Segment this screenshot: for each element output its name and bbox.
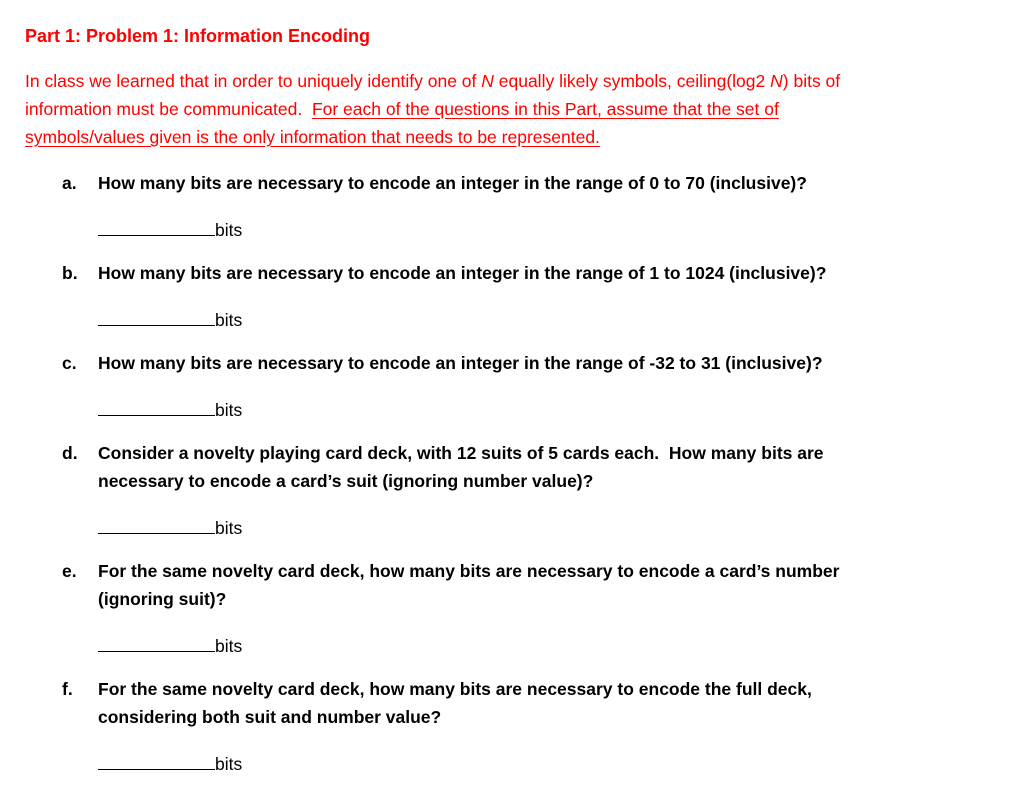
intro-line-3	[25, 123, 996, 151]
answer-unit-label: bits	[215, 518, 243, 538]
intro-text: information must be communicated.	[25, 99, 312, 119]
answer-blank	[98, 304, 215, 326]
answer-blank	[98, 394, 215, 416]
answer-row-c	[98, 394, 996, 422]
question-label: e.	[62, 561, 77, 581]
question-text: How many bits are necessary to encode an integer in the range of 0 to 70 (inclusive)?	[98, 173, 807, 193]
answer-unit-label: bits	[215, 220, 243, 240]
question-item-f	[62, 675, 996, 731]
question-item-a	[62, 169, 996, 197]
answer-row-d	[98, 512, 996, 540]
question-label: c.	[62, 353, 77, 373]
question-item-e	[62, 557, 996, 613]
answer-unit-label: bits	[215, 400, 243, 420]
document-title: Part 1: Problem 1: Information Encoding	[25, 26, 371, 46]
intro-line-1	[25, 67, 996, 95]
question-text: How many bits are necessary to encode an integer in the range of 1 to 1024 (inclusive)?	[98, 263, 827, 283]
variable-n: N	[770, 71, 783, 91]
answer-blank	[98, 512, 215, 534]
answer-blank	[98, 630, 215, 652]
intro-text: In class we learned that in order to uniquely identify one of	[25, 71, 482, 91]
question-item-d	[62, 439, 996, 495]
answer-row-e	[98, 630, 996, 658]
question-text: Consider a novelty playing card deck, with 12 suits of 5 cards each. How many bits are necessary to encode a card’s suit (ignoring number value)?	[98, 443, 824, 491]
question-text: How many bits are necessary to encode an integer in the range of -32 to 31 (inclusive)?	[98, 353, 823, 373]
answer-unit-label: bits	[215, 754, 243, 774]
question-label: d.	[62, 443, 78, 463]
question-label: b.	[62, 263, 78, 283]
intro-text: equally likely symbols, ceiling(log2	[493, 71, 771, 91]
answer-blank	[98, 214, 215, 236]
question-item-b	[62, 259, 996, 287]
answer-unit-label: bits	[215, 636, 243, 656]
question-label: f.	[62, 679, 73, 699]
question-label: a.	[62, 173, 77, 193]
intro-underlined-text: For each of the questions in this Part, assume that the set of	[311, 99, 779, 119]
intro-paragraph	[25, 67, 996, 151]
question-item-c	[62, 349, 996, 377]
question-text: For the same novelty card deck, how many bits are necessary to encode a card’s number (ignoring suit)?	[98, 561, 840, 609]
variable-n: N	[481, 71, 494, 91]
answer-unit-label: bits	[215, 310, 243, 330]
intro-text: ) bits of	[782, 71, 841, 91]
intro-line-2	[25, 95, 996, 123]
answer-row-f	[98, 748, 996, 776]
answer-row-a	[98, 214, 996, 242]
answer-row-b	[98, 304, 996, 332]
intro-underlined-text: symbols/values given is the only information that needs to be represented.	[25, 127, 600, 147]
question-text: For the same novelty card deck, how many bits are necessary to encode the full deck, considering both suit and number value?	[98, 679, 812, 727]
question-list	[62, 169, 996, 776]
answer-blank	[98, 748, 215, 770]
